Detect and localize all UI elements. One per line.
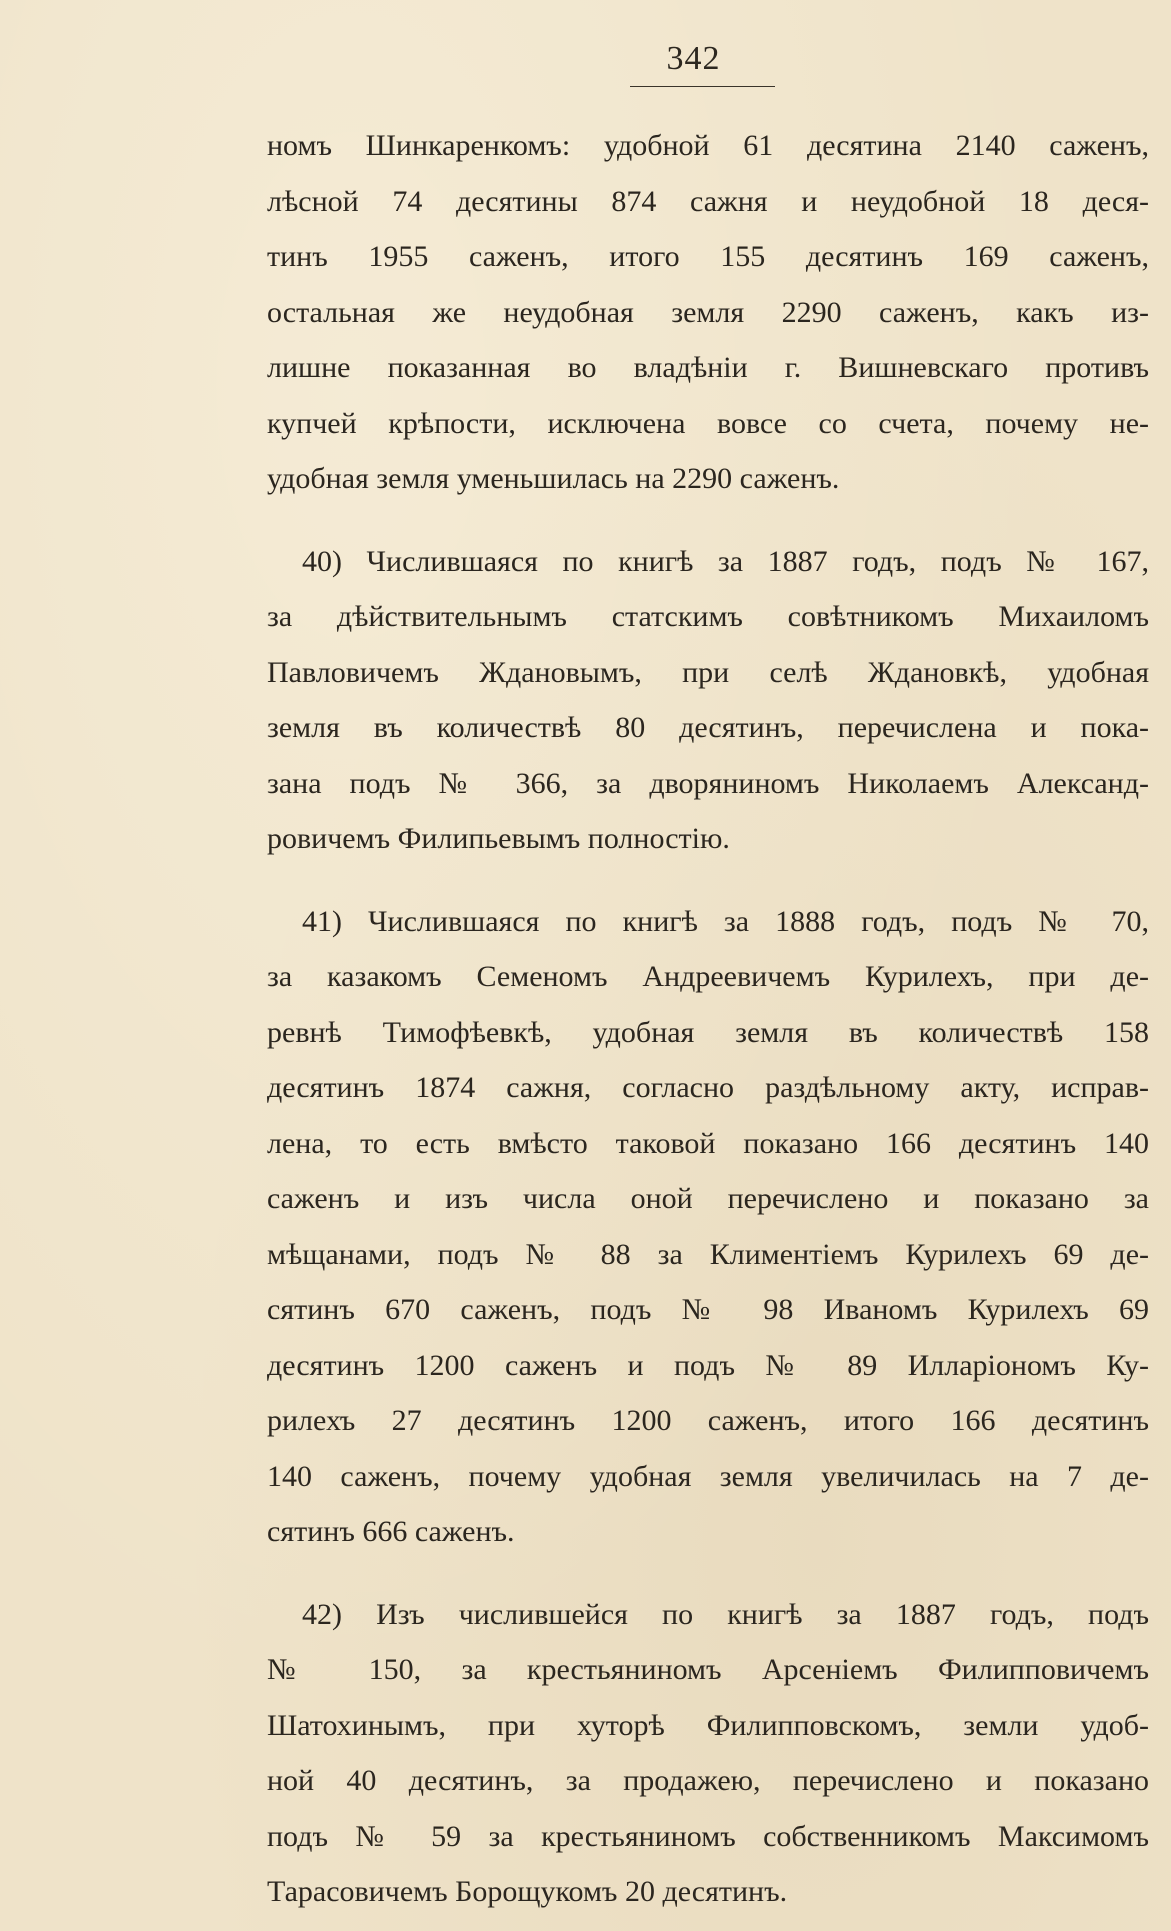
text-line: рилехъ 27 десятинъ 1200 саженъ, итого 166 десятинъ xyxy=(267,1404,1149,1437)
text-line: земля въ количествѣ 80 десятинъ, перечислена и пока- xyxy=(267,711,1149,744)
text-line: Шатохинымъ, при хуторѣ Филипповскомъ, земли удоб- xyxy=(267,1708,1149,1742)
text-line: 41) Числившаяся по книгѣ за 1888 годъ, подъ № 70, xyxy=(302,904,1149,938)
text-line: удобная земля уменьшилась на 2290 саженъ. xyxy=(267,462,840,495)
text-line: тинъ 1955 саженъ, итого 155 десятинъ 169 саженъ, xyxy=(267,240,1149,273)
text-line: номъ Шинкаренкомъ: удобной 61 десятина 2140 саженъ, xyxy=(267,129,1149,162)
text-body xyxy=(267,118,1149,1920)
text-line: № 150, за крестьяниномъ Арсеніемъ Филипповичемъ xyxy=(267,1653,1149,1686)
text-line: саженъ и изъ числа оной перечислено и показано за xyxy=(267,1182,1149,1215)
text-line: мѣщанами, подъ № 88 за Климентіемъ Курилехъ 69 де- xyxy=(267,1237,1149,1271)
text-line: сятинъ 666 саженъ. xyxy=(267,1515,515,1548)
text-line: остальная же неудобная земля 2290 саженъ, какъ из- xyxy=(267,295,1149,329)
text-line: Тарасовичемъ Борощукомъ 20 десятинъ. xyxy=(267,1875,788,1908)
paragraph xyxy=(267,894,1149,1560)
text-line: 42) Изъ числившейся по книгѣ за 1887 годъ, подъ xyxy=(302,1597,1149,1631)
text-line: зана подъ № 366, за дворяниномъ Николаемъ Александ- xyxy=(267,766,1149,800)
text-line: десятинъ 1874 сажня, согласно раздѣльному акту, исправ- xyxy=(267,1071,1149,1104)
text-line: ровичемъ Филипьевымъ полностію. xyxy=(267,822,730,855)
page-header xyxy=(0,40,1171,78)
text-line: лишне показанная во владѣніи г. Вишневскаго противъ xyxy=(267,351,1149,384)
paragraph xyxy=(267,118,1149,507)
paragraph xyxy=(267,1587,1149,1920)
text-line: 140 саженъ, почему удобная земля увеличилась на 7 де- xyxy=(267,1459,1149,1493)
paragraph xyxy=(267,534,1149,867)
text-line: подъ № 59 за крестьяниномъ собственникомъ Максимомъ xyxy=(267,1819,1149,1853)
text-line: лѣсной 74 десятины 874 сажня и неудобной 18 деся- xyxy=(267,184,1149,218)
text-line: сятинъ 670 саженъ, подъ № 98 Иваномъ Курилехъ 69 xyxy=(267,1293,1149,1326)
text-line: 40) Числившаяся по книгѣ за 1887 годъ, подъ № 167, xyxy=(302,544,1149,578)
header-rule xyxy=(630,86,775,87)
text-line: ревнѣ Тимофѣевкѣ, удобная земля въ количествѣ 158 xyxy=(267,1015,1149,1049)
page-number: 342 xyxy=(666,40,721,77)
text-line: лена, то есть вмѣсто таковой показано 166 десятинъ 140 xyxy=(267,1126,1149,1160)
text-line: ной 40 десятинъ, за продажею, перечислено и показано xyxy=(267,1764,1149,1797)
text-line: за дѣйствительнымъ статскимъ совѣтникомъ Михаиломъ xyxy=(267,600,1149,633)
text-line: купчей крѣпости, исключена вовсе со счета, почему не- xyxy=(267,406,1149,440)
text-line: Павловичемъ Ждановымъ, при селѣ Ждановкѣ, удобная xyxy=(267,655,1149,689)
text-line: десятинъ 1200 саженъ и подъ № 89 Илларіономъ Ку- xyxy=(267,1348,1149,1382)
text-line: за казакомъ Семеномъ Андреевичемъ Курилехъ, при де- xyxy=(267,960,1149,993)
